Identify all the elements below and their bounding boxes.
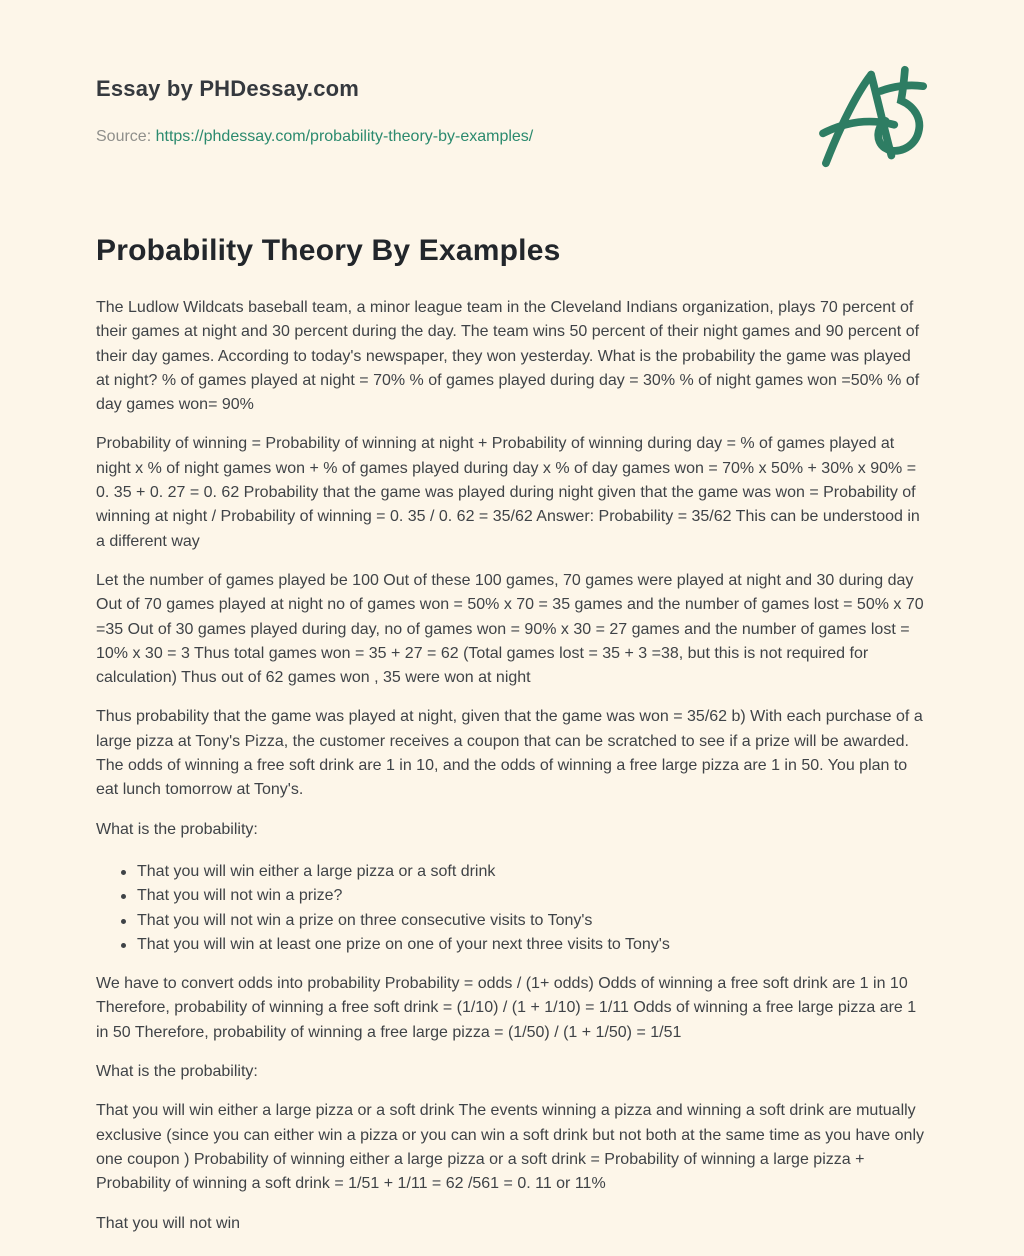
question-heading: What is the probability: bbox=[96, 1063, 258, 1081]
source-label: Source: bbox=[96, 128, 152, 145]
closing-line: That you will not win bbox=[96, 1214, 241, 1232]
list-item: That you will win either a large pizza or a soft drink bbox=[121, 860, 928, 884]
essay-paragraph: That you will win either a large pizza or a soft drink The events winning a pizza and winning a soft drink are mutually exclusive (since you can either win a pizza or you can win a soft drink but not both at the same time as you have only one coupon ) Probability of winning either a large pizza or a soft drink = Probability of winning a large pizza + Probability of winning a soft drink = 1/51 + 1/11 = 62 /561 = 0. 11 or 11% bbox=[96, 1102, 924, 1193]
list-item: That you will not win a prize? bbox=[121, 884, 928, 908]
header-text-block bbox=[96, 76, 533, 146]
phdessay-logo bbox=[812, 64, 938, 170]
question-heading: What is the probability: bbox=[96, 820, 258, 838]
essay-title: Probability Theory By Examples bbox=[96, 234, 561, 267]
a-plus-logo-icon bbox=[812, 64, 938, 170]
page-header bbox=[96, 76, 928, 170]
essay-paragraph: The Ludlow Wildcats baseball team, a minor league team in the Cleveland Indians organization, plays 70 percent of their games at night and 30 percent during the day. The team wins 50 percent of their night games and 90 percent of their day games. According to today's newspaper, they won yesterday. What is the probability the game was played at night? % of games played at night = 70% % of games played during day = 30% % of night games won =50% % of day games won= 90% bbox=[96, 299, 920, 414]
site-title: Essay by PHDessay.com bbox=[96, 76, 360, 101]
source-link[interactable]: https://phdessay.com/probability-theory-by-examples/ bbox=[155, 128, 534, 145]
essay-paragraph: Probability of winning = Probability of winning at night + Probability of winning during day = % of games played at night x % of night games won + % of games played during day x % of day games won = 70% x 50% + 30% x 90% = 0. 35 + 0. 27 = 0. 62 Probability that the game was played during night given that the game was won = Probability of winning at night / Probability of winning = 0. 35 / 0. 62 = 35/62 Answer: Probability = 35/62 This can be understood in a different way bbox=[96, 435, 920, 550]
essay-article bbox=[96, 232, 928, 1236]
essay-paragraph: Let the number of games played be 100 Out of these 100 games, 70 games were played at night and 30 during day Out of 70 games played at night no of games won = 50% x 70 = 35 games and the number of games lost = 50% x 70 =35 Out of 30 games played during day, no of games won = 90% x 30 = 27 games and the number of games lost = 10% x 30 = 3 Thus total games won = 35 + 27 = 62 (Total games lost = 35 + 3 =38, but this is not required for calculation) Thus out of 62 games won , 35 were won at night bbox=[96, 571, 924, 687]
essay-paragraph: We have to convert odds into probability Probability = odds / (1+ odds) Odds of winning a free soft drink are 1 in 10 Therefore, probability of winning a free soft drink = (1/10) / (1 + 1/10) = 1/11 Odds of winning a free large pizza are 1 in 50 Therefore, probability of winning a free large pizza = (1/50) / (1 + 1/50) = 1/51 bbox=[96, 975, 917, 1041]
essay-paragraph: Thus probability that the game was played at night, given that the game was won = 35/62 b) With each purchase of a large pizza at Tony's Pizza, the customer receives a coupon that can be scratched to see if a prize will be awarded. The odds of winning a free soft drink are 1 in 10, and the odds of winning a free large pizza are 1 in 50. You plan to eat lunch tomorrow at Tony's. bbox=[96, 708, 923, 799]
source-line bbox=[96, 127, 533, 146]
list-item: That you will win at least one prize on one of your next three visits to Tony's bbox=[121, 933, 928, 957]
list-item: That you will not win a prize on three consecutive visits to Tony's bbox=[121, 909, 928, 933]
prize-questions-list bbox=[96, 860, 928, 957]
